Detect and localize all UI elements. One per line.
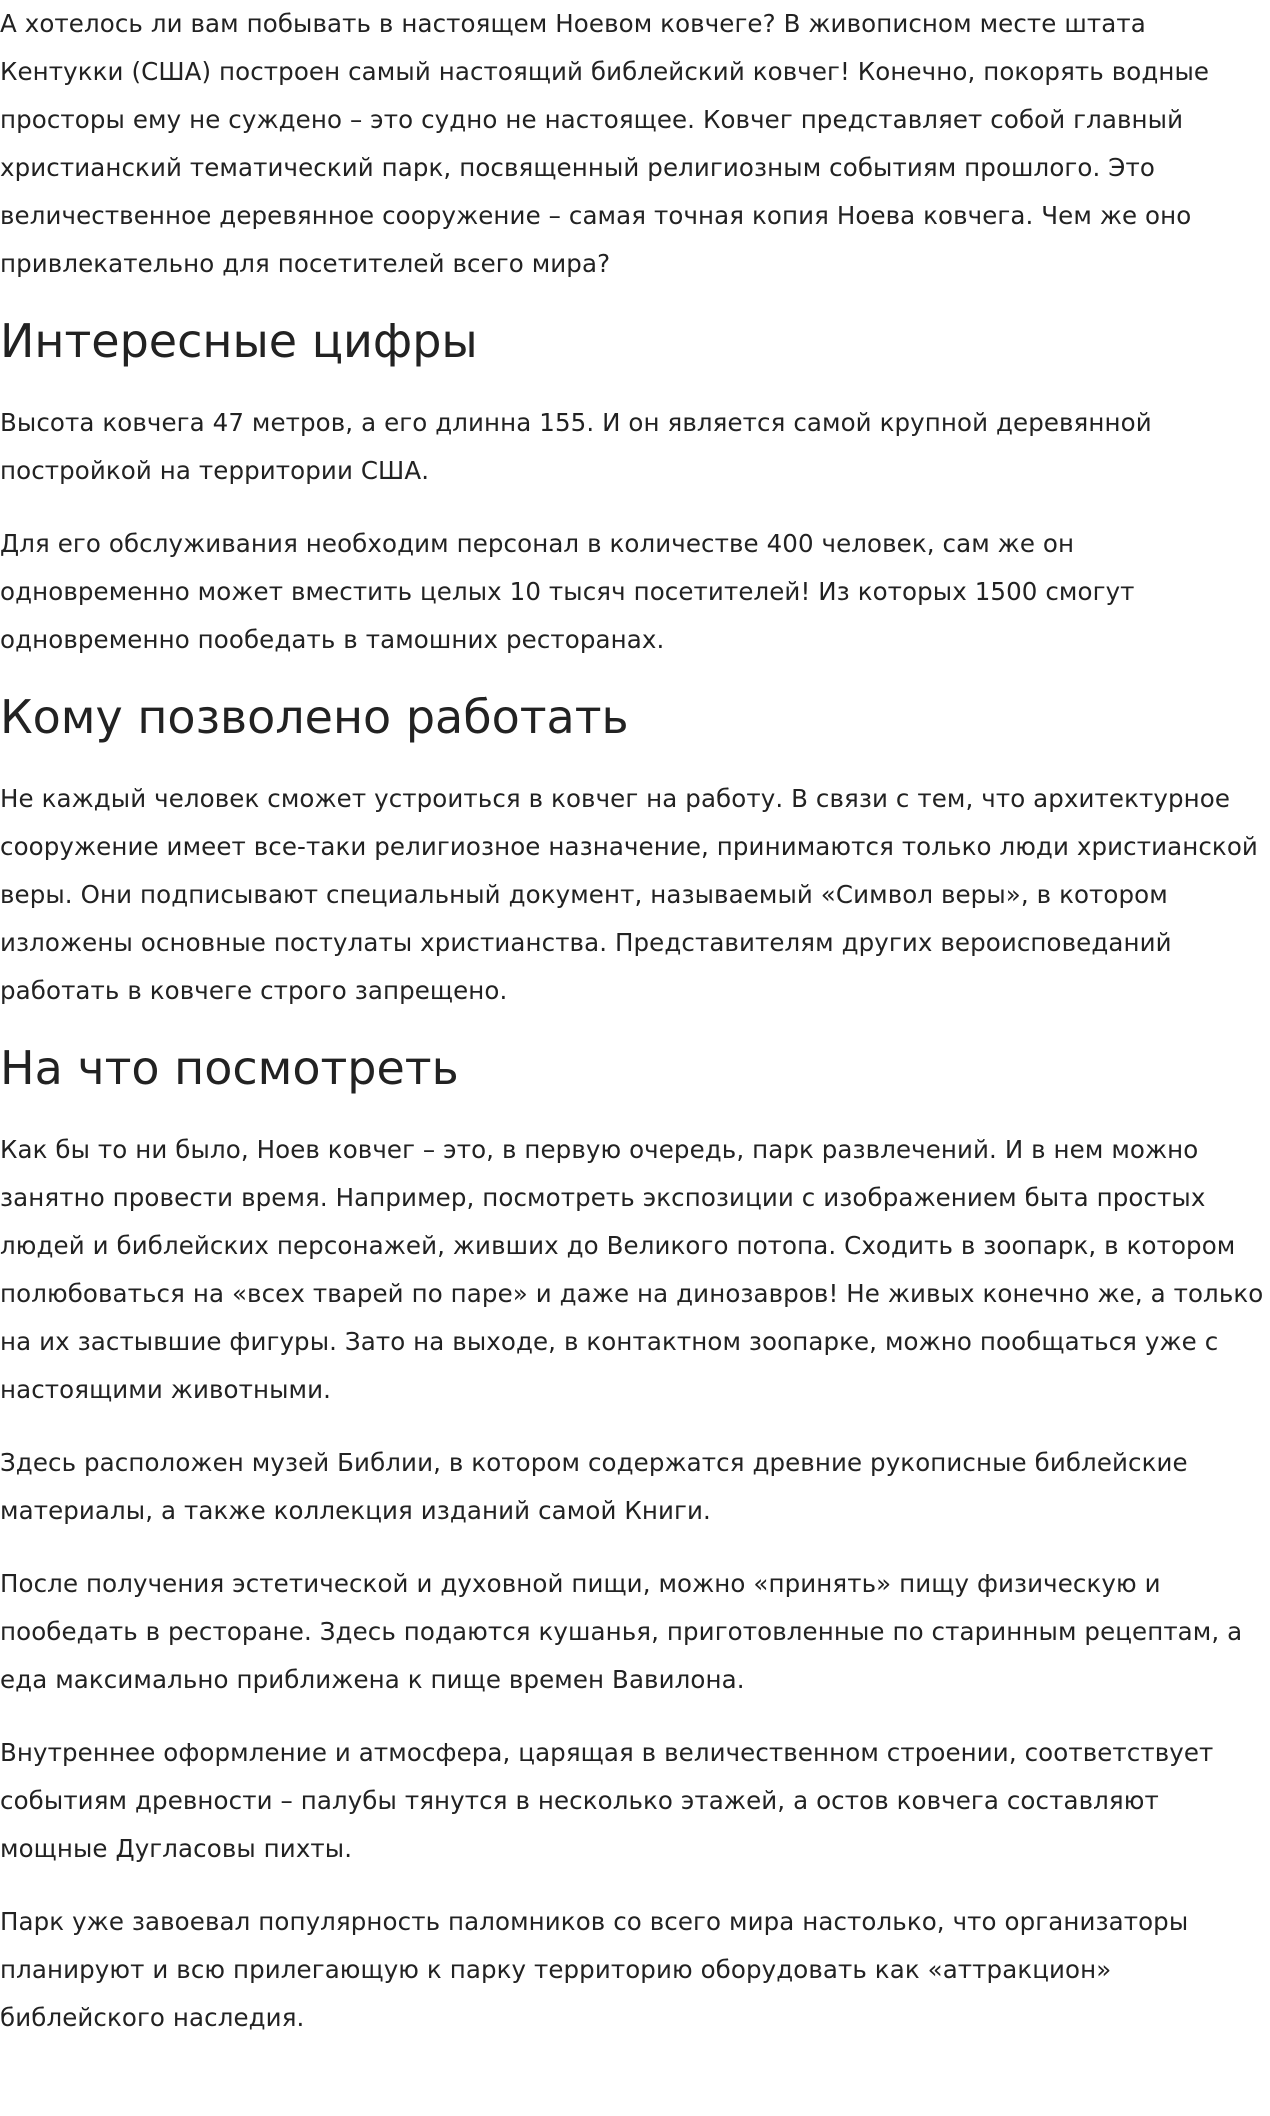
section-heading-numbers: Интересные цифры [0,314,478,368]
section-heading-sights: На что посмотреть [0,1041,459,1095]
paragraph: Для его обслуживания необходим персонал в количестве 400 человек, сам же он одновременно может вместить целых 10 тысяч посетителей! Из которых 1500 смогут одновременно пообедать в тамошних ресторанах. [0,529,1135,654]
paragraph: Парк уже завоевал популярность паломников со всего мира настолько, что организаторы планируют и всю прилегающую к парку территорию оборудовать как «аттракцион» библейского наследия. [0,1907,1189,2032]
paragraph: Как бы то ни было, Ноев ковчег – это, в первую очередь, парк развлечений. И в нем можно занятно провести время. Например, посмотреть экспозиции с изображением быта простых людей и библейских персонажей, живших до Великого потопа. Сходить в зоопарк, в котором полюбоваться на «всех тварей по паре» и даже на динозавров! Не живых конечно же, а только на их застывшие фигуры. Зато на выходе, в контактном зоопарке, можно пообщаться уже с настоящими животными. [0,1135,1264,1404]
paragraph: Высота ковчега 47 метров, а его длинна 155. И он является самой крупной деревянной постройкой на территории США. [0,408,1152,485]
paragraph: Не каждый человек сможет устроиться в ковчег на работу. В связи с тем, что архитектурное сооружение имеет все-таки религиозное назначение, принимаются только люди христианской веры. Они подписывают специальный документ, называемый «Символ веры», в котором изложены основные постулаты христианства. Представителям других вероисповеданий работать в ковчеге строго запрещено. [0,784,1258,1005]
intro-paragraph: А хотелось ли вам побывать в настоящем Ноевом ковчеге? В живописном месте штата Кентукки (США) построен самый настоящий библейский ковчег! Конечно, покорять водные просторы ему не суждено – это судно не настоящее. Ковчег представляет собой главный христианский тематический парк, посвященный религиозным событиям прошлого. Это величественное деревянное сооружение – самая точная копия Ноева ковчега. Чем же оно привлекательно для посетителей всего мира? [0,9,1210,278]
paragraph: После получения эстетической и духовной пищи, можно «принять» пищу физическую и пообедать в ресторане. Здесь подаются кушанья, приготовленные по старинным рецептам, а еда максимально приближена к пище времен Вавилона. [0,1569,1243,1694]
section-heading-work: Кому позволено работать [0,690,629,744]
paragraph: Внутреннее оформление и атмосфера, царящая в величественном строении, соответствует событиям древности – палубы тянутся в несколько этажей, а остов ковчега составляют мощные Дугласовы пихты. [0,1738,1214,1863]
paragraph: Здесь расположен музей Библии, в котором содержатся древние рукописные библейские материалы, а также коллекция изданий самой Книги. [0,1448,1188,1525]
